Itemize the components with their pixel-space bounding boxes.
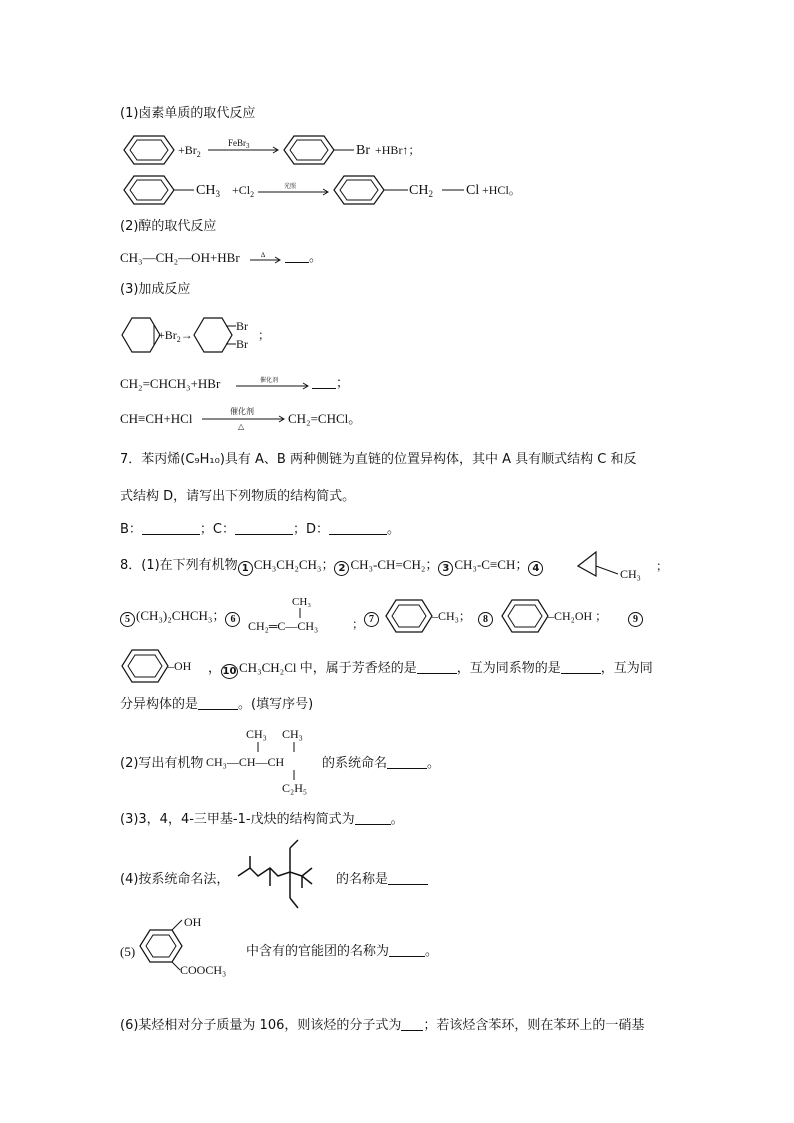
reaction-3-arrow	[248, 248, 288, 268]
item-marker-2: 2	[334, 561, 349, 576]
branched-alkane-structure	[206, 724, 326, 794]
reaction-6-product: CH₂=CHCl。	[288, 411, 362, 426]
item-marker-8: 8	[478, 612, 493, 627]
reaction-2-diagram	[118, 172, 538, 208]
reaction-6	[120, 411, 192, 427]
answer-blank-aromatic[interactable]	[417, 661, 457, 674]
svg-text:CH3: $CH_3$	[196, 183, 220, 199]
svg-text:CH₃: CH₃	[282, 727, 303, 741]
svg-text:∆: ∆	[261, 251, 266, 259]
svg-text:；: ；	[656, 559, 669, 573]
toluene-structure	[382, 596, 492, 636]
svg-text:CH₃: CH₃	[620, 567, 641, 581]
svg-text:CH₃: CH₃	[246, 727, 267, 741]
answer-blank-homolog[interactable]	[561, 661, 601, 674]
answer-blank-group[interactable]	[389, 944, 425, 957]
question-7-line-1: 7．苯丙烯(C₉H₁₀)具有 A、B 两种侧链为直链的位置异构体，其中 A 具有顺式结构 C 和反	[120, 452, 637, 467]
item-marker-6: 6	[225, 612, 240, 627]
methyl-salicylate-structure	[136, 914, 256, 980]
svg-text:Br: Br	[236, 337, 248, 351]
answer-blank-d[interactable]	[329, 522, 387, 535]
reaction-3	[120, 250, 240, 266]
section-1-heading: (1)卤素单质的取代反应	[120, 106, 256, 121]
question-8-line-2a: 5 (CH₃)₂CHCH₃； 6	[120, 608, 241, 627]
answer-blank-c[interactable]	[235, 522, 293, 535]
answer-blank-isomer[interactable]	[198, 697, 238, 710]
svg-text:+Br2: $+Br_2$	[178, 143, 201, 159]
svg-text:催化剂: 催化剂	[230, 407, 254, 416]
svg-text:△: △	[238, 422, 245, 431]
phenol-structure	[118, 646, 218, 686]
svg-text:催化剂: 催化剂	[260, 378, 279, 384]
svg-text:FeBr3: FeBr$_3$	[228, 138, 250, 150]
question-8-2-prefix: (2)写出有机物	[120, 756, 204, 771]
reaction-3-answer: 。	[285, 250, 322, 266]
dimethylpropene-structure	[248, 592, 368, 636]
item-marker-9: 9	[628, 612, 643, 627]
svg-text:CH2: $CH_2$	[409, 183, 433, 199]
item-marker-4: 4	[528, 561, 543, 576]
answer-blank[interactable]	[312, 376, 336, 389]
question-8-5-prefix: (5)	[120, 944, 136, 959]
benzyl-alcohol-structure	[498, 596, 628, 636]
svg-text:–CH₂OH ；: –CH₂OH ；	[548, 609, 608, 623]
question-8-2-suffix: 的系统命名 。	[322, 756, 441, 771]
reaction-6-arrow	[198, 403, 288, 433]
question-8-6: (6)某烃相对分子质量为 106，则该烃的分子式为 ；若该烃含苯环，则在苯环上的一硝基	[120, 1018, 645, 1033]
svg-text:Br: Br	[356, 143, 370, 158]
skeletal-alkane-structure	[236, 838, 336, 918]
svg-text:Cl: Cl	[466, 183, 480, 198]
question-7-line-2: 式结构 D，请写出下列物质的结构简式。	[120, 489, 356, 504]
question-8-4-suffix: 的名称是	[336, 872, 428, 888]
answer-blank-molecular-formula[interactable]	[401, 1018, 423, 1031]
svg-text:；: ；	[352, 617, 365, 631]
svg-text:Br: Br	[236, 319, 248, 333]
item-9-marker-wrap	[628, 608, 644, 627]
reaction-3-text: CH₃—CH₂—OH+HBr	[120, 250, 240, 265]
item-7-marker-wrap	[364, 608, 380, 627]
reaction-5-text: CH₂=CHCH₃+HBr	[120, 376, 221, 391]
question-8-line-1: 8．(1)在下列有机物 1 CH₃CH₂CH₃； 2 CH₃-CH=CH₂； 3 CH₃-C≡CH； 4	[120, 557, 544, 576]
item-marker-10: 10	[222, 666, 237, 677]
svg-text:OH: OH	[184, 915, 202, 929]
svg-text:COOCH₃: COOCH₃	[180, 963, 227, 977]
item-marker-1: 1	[238, 561, 253, 576]
reaction-1-diagram	[118, 132, 438, 168]
reaction-6-text: CH≡CH+HCl	[120, 411, 193, 426]
item-marker-5: 5	[120, 612, 135, 627]
reaction-4-diagram	[118, 312, 288, 358]
question-8-4-prefix: (4)按系统命名法，	[120, 872, 230, 887]
section-2-heading: (2)醇的取代反应	[120, 219, 217, 234]
item-marker-3: 3	[438, 561, 453, 576]
reaction-5	[120, 376, 220, 392]
svg-text:CH₂═C—CH₃: CH₂═C—CH₃	[248, 619, 319, 633]
svg-text:C₂H₅: C₂H₅	[282, 781, 308, 795]
svg-text:–OH: –OH	[168, 659, 192, 673]
item-marker-7: 7	[364, 612, 379, 627]
question-7-answers: B： ；C： ；D： 。	[120, 522, 401, 537]
question-8-5-suffix: 中含有的官能团的名称为 。	[246, 944, 439, 959]
item-8-marker-wrap	[478, 608, 494, 627]
section-3-heading: (3)加成反应	[120, 282, 191, 297]
answer-blank-name[interactable]	[387, 756, 427, 769]
reaction-5-answer: ；	[312, 376, 349, 392]
reaction-5-arrow	[232, 372, 312, 394]
svg-text:CH₃—CH—CH: CH₃—CH—CH	[206, 755, 285, 769]
svg-text:+HBr↑；: +HBr↑；	[375, 143, 421, 157]
answer-blank-b[interactable]	[142, 522, 200, 535]
svg-text:+Cl2: $+Cl_2$	[232, 183, 255, 199]
methylcyclopropane-structure	[574, 548, 684, 584]
svg-text:–CH₃；: –CH₃；	[432, 609, 471, 623]
svg-text:CH₃: CH₃	[292, 596, 312, 608]
svg-text:+Br2→: $+Br_2\to$	[158, 328, 193, 344]
question-8-3: (3)3，4，4-三甲基-1-戊炔的结构简式为 。	[120, 812, 404, 827]
question-8-line-4: 分异构体的是 。(填写序号)	[120, 697, 314, 712]
answer-blank[interactable]	[285, 250, 309, 263]
answer-blank-iupac[interactable]	[388, 872, 428, 885]
question-8-line-3: ， 10 CH₃CH₂Cl 中，属于芳香烃的是 ，互为同系物的是 ，互为同	[208, 660, 653, 677]
svg-text:光照: 光照	[284, 184, 297, 190]
answer-blank-formula[interactable]	[355, 812, 391, 825]
svg-text:；: ；	[258, 328, 271, 342]
svg-text:+HCl。: +HCl。	[482, 183, 521, 197]
